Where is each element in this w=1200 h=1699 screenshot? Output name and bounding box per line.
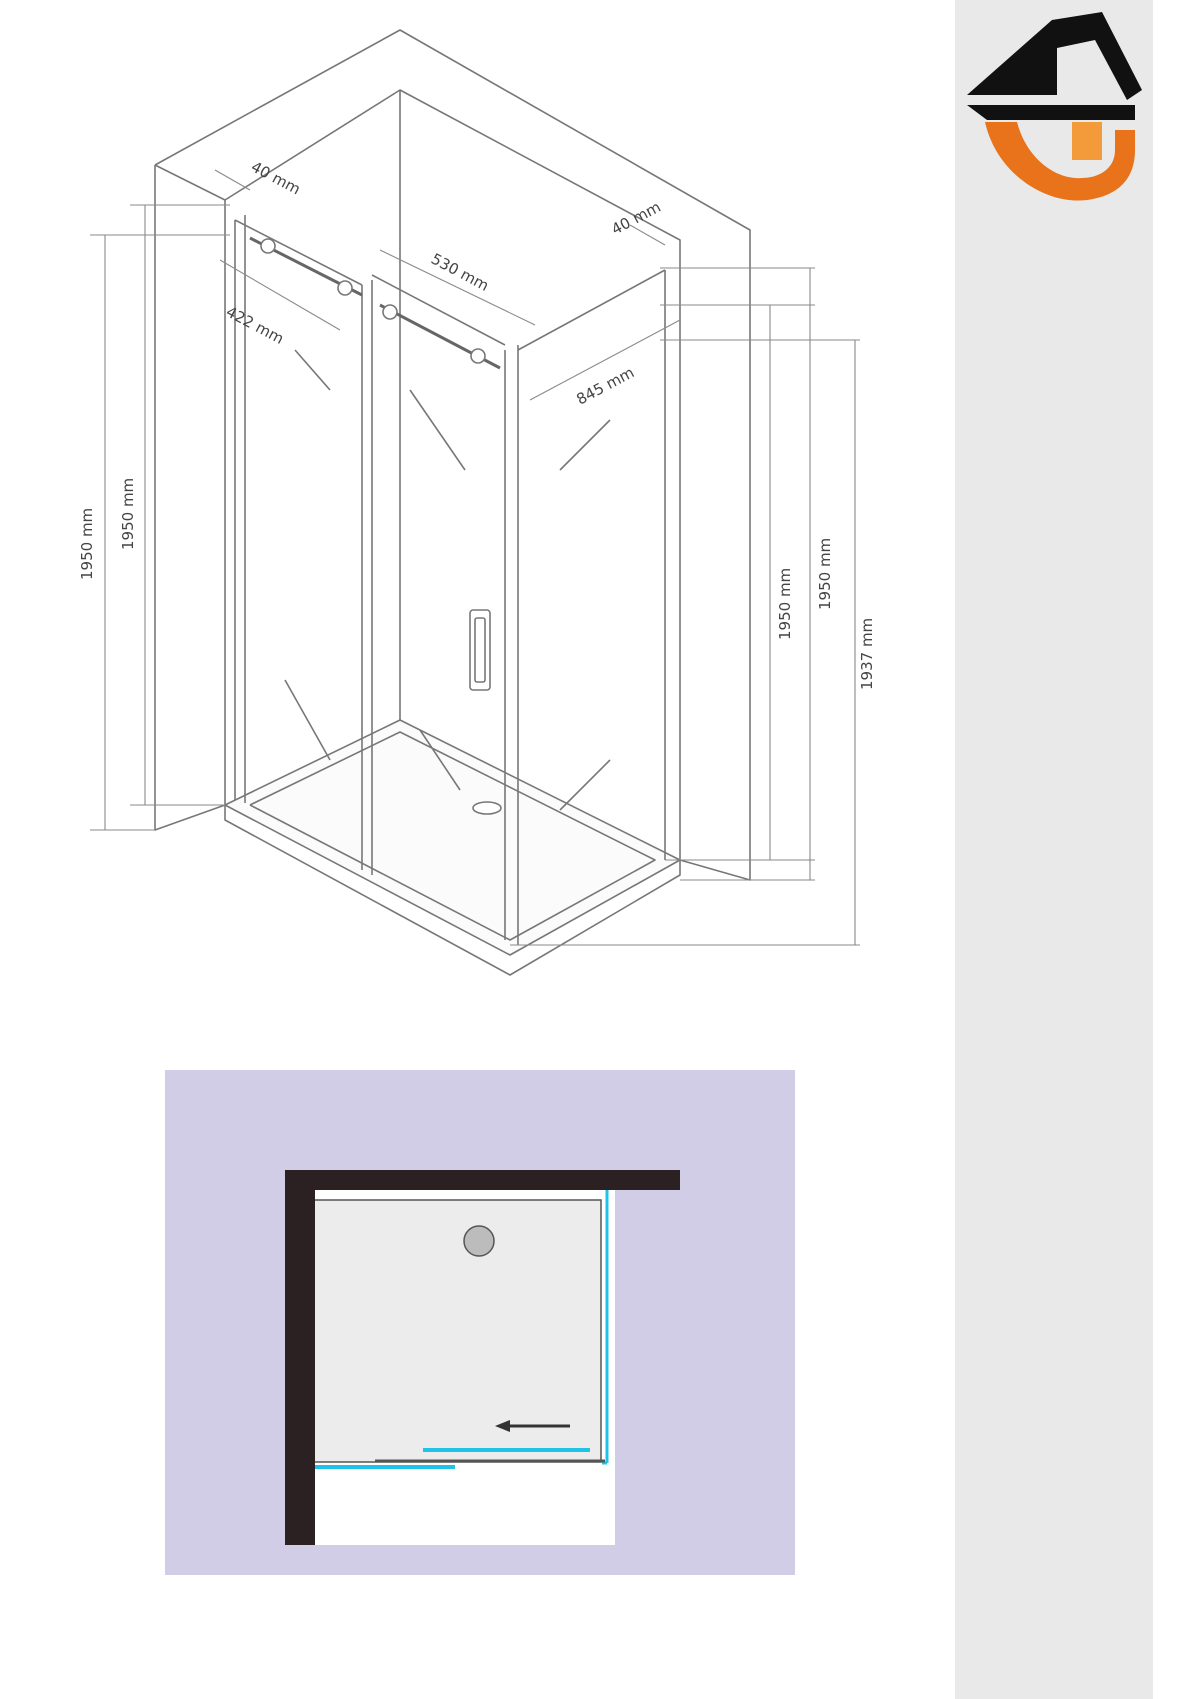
floorplan-diagram — [165, 1070, 795, 1575]
dim-fixed-panel: 422 mm — [223, 302, 287, 348]
dim-height-right-mid: 1950 mm — [816, 537, 834, 610]
dim-height-right-inner: 1950 mm — [776, 567, 794, 640]
glaswerk-logo — [957, 0, 1147, 210]
dim-height-left-outer: 1950 mm — [78, 507, 96, 580]
shower-tray — [313, 1200, 601, 1462]
dim-wall-left: 40 mm — [248, 157, 304, 199]
shower-isometric-drawing — [0, 0, 950, 1000]
drain-icon — [464, 1226, 494, 1256]
dim-height-left-inner: 1950 mm — [119, 477, 137, 550]
dim-side-depth: 845 mm — [573, 363, 638, 409]
dim-door-width: 530 mm — [428, 249, 492, 295]
dim-height-total: 1937 mm — [858, 617, 876, 690]
floorplan-panel — [165, 1070, 795, 1575]
wall-back — [285, 1170, 680, 1190]
dim-wall-right: 40 mm — [608, 197, 664, 239]
wall-side — [285, 1170, 315, 1545]
company-info-band — [955, 0, 1153, 1699]
